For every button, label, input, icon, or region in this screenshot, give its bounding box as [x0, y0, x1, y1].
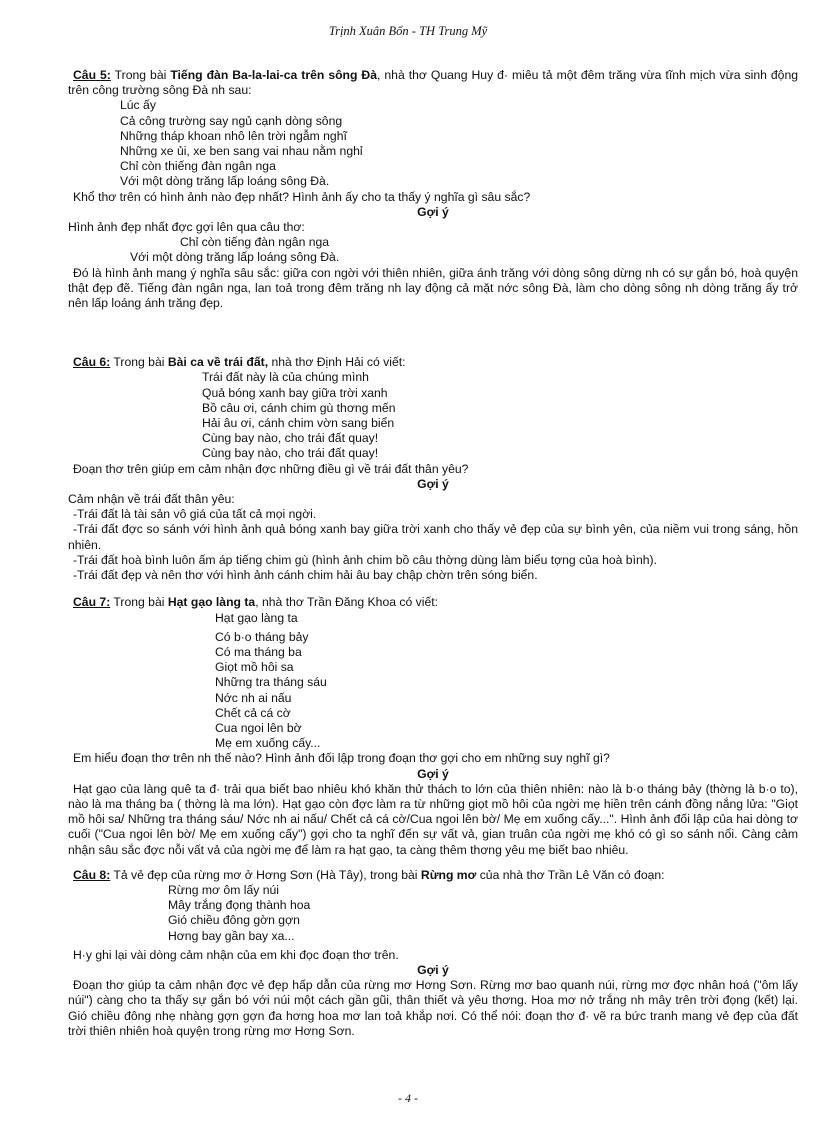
poem-line: Cùng bay nào, cho trái đất quay! [202, 446, 379, 461]
poem-line: Có ma tháng ba [215, 644, 302, 659]
hint-heading: Gợi ý [417, 962, 449, 977]
hint-heading: Gợi ý [417, 476, 449, 491]
question-text: , nhà thơ Trần Đăng Khoa có viết: [255, 595, 438, 610]
answer-text: Đoạn thơ giúp ta cảm nhận đợc vẻ đẹp hấp dẫn của rừng mơ Hơng Sơn. Rừng mơ bao quanh núi, rừng mơ đợc nhân hoá ("ôm lấy núi") càng cho ta thấy sự gắn bó với núi một cách gần gũi, thân thiết và yêu thơng. Hoa mơ nở trắng nh mây trên trời đọng (kết) lại. Gió chiều đông nhẹ nhàng gợn gợn đa hơng hoa mơ lan toả khắp nơi. Có thể nói: đoạn thơ đ· vẽ ra bức tranh mang vẻ đẹp của đất trời thiên nhiên hoà quyện trong rừng mơ Hơng Sơn. [68, 978, 798, 1038]
hint-heading: Gợi ý [417, 766, 449, 781]
poem-line: Mẹ em xuống cấy... [215, 736, 321, 751]
question-label: Câu 6: [73, 355, 111, 370]
poem-title: Tiếng đàn Ba-la-lai-ca trên sông Đà [170, 68, 378, 82]
poem-line: Hơng bay gần bay xa... [168, 928, 295, 943]
question-text: Trong bài [110, 355, 168, 370]
answer-text: Hạt gạo của làng quê ta đ· trải qua biết bao nhiêu khó khăn thử thách to lớn của thiên nhiên: nào là b·o tháng bảy (thờng là b·o to), nào là ma tháng ba ( thờng là ma lớn). Hạt gạo còn đợc làm ra từ những giọt mồ hôi của ngời mẹ hiền trên cánh đồng nắng lửa: "Giọt mồ hôi sa/ Những tra tháng sáu/ Nớc nh ai nấu/ Chết cả cá cờ/Cua ngoi lên bờ/ Mẹ em xuống cấy...". Hình ảnh đối lập của hai dòng tơ cuối ("Cua ngoi lên bờ/ Mẹ em xuống cấy") gợi cho ta nghĩ đến sự vất vả, gian truân của ngời mẹ khó có gì so sánh nổi. Càng cảm nhận sâu sắc đợc nỗi vất vả của ngời mẹ để làm ra hạt gạo, ta càng thêm thơng yêu mẹ biết bao nhiêu. [68, 781, 798, 857]
question-label: Câu 5: [73, 68, 111, 82]
answer-text: Cảm nhận về trái đất thân yêu: [68, 492, 235, 507]
poem-line: Hải âu ơi, cánh chim vờn sang biển [202, 416, 395, 431]
poem-line: Giọt mồ hôi sa [215, 660, 294, 675]
poem-line: Có b·o tháng bảy [215, 629, 309, 644]
answer-text: -Trái đất hoà bình luôn ấm áp tiếng chim gù (hình ảnh chim bồ câu thờng dùng làm biểu tợng của hoà bình). [73, 552, 657, 567]
poem-line: Cả công trường say ngủ cạnh dòng sông [120, 113, 343, 128]
poem-excerpt [68, 611, 798, 752]
page-number: - 4 - [398, 1091, 418, 1105]
poem-line: Với một dòng trăng lấp loáng sông Đà. [120, 174, 330, 189]
answer-text: -Trái đất đợc so sánh với hình ảnh quả bóng xanh bay giữa trời xanh cho thấy vẻ đẹp của sự bình yên, của niềm vui trong sáng, hồn nhiên. [68, 522, 798, 552]
question-8 [68, 868, 798, 883]
page-header: Trịnh Xuân Bốn - TH Trung Mỹ [328, 24, 488, 38]
answer-poem [68, 235, 798, 265]
poem-title: Rừng mơ [420, 867, 477, 882]
poem-line: Hạt gạo làng ta [215, 610, 298, 625]
poem-line: Cùng bay nào, cho trái đất quay! [202, 431, 379, 446]
answer-text: -Trái đất là tài sản vô giá của tất cả mọi ngời. [73, 507, 317, 522]
question-text: Tả vẻ đẹp của rừng mơ ở Hơng Sơn (Hà Tây), trong bài [110, 867, 421, 882]
poem-line: Rừng mơ ôm lấy núi [168, 882, 279, 897]
poem-line: Cua ngoi lên bờ [215, 720, 302, 735]
question-prompt: H·y ghi lại vài dòng cảm nhận của em khi đọc đoạn thơ trên. [73, 947, 399, 962]
poem-line: Với một dòng trăng lấp loáng sông Đà. [130, 250, 340, 265]
poem-line: Lúc ấy [120, 98, 156, 113]
question-text: Trong bài [110, 68, 171, 82]
poem-title: Bài ca về trái đất, [167, 355, 269, 370]
poem-line: Gió chiều đông gờn gợn [168, 913, 300, 928]
question-prompt: Em hiểu đoạn thơ trên nh thế nào? Hình ảnh đối lập trong đoạn thơ gợi cho em những suy nghĩ gì? [73, 751, 610, 766]
answer-text: Đó là hình ảnh mang ý nghĩa sâu sắc: giữa con ngời với thiên nhiên, giữa ánh trăng với dòng sông dừng nh có sự gắn bó, hoà quyện thật đẹp đẽ. Tiếng đàn ngân nga, lan toả trong đêm trăng nh lay động cả mặt nớc sông Đà, làm cho dòng sông nh dòng trăng ấy trở nên lấp loáng ánh trăng đẹp. [68, 265, 798, 311]
question-text: Trong bài [110, 595, 168, 610]
poem-line: Nớc nh ai nấu [215, 690, 292, 705]
poem-line: Những tra tháng sáu [215, 675, 327, 690]
poem-line: Bồ câu ơi, cánh chim gù thơng mến [202, 400, 396, 415]
question-5 [68, 68, 798, 98]
poem-line: Chỉ còn thiếng đàn ngân nga [120, 159, 276, 174]
question-text: , nhà thơ Quang Huy đ· miêu tả một đêm trăng vừa tĩnh mịch vừa sinh động trên công trường sông Đà nh sau: [68, 68, 798, 98]
answer-text: -Trái đất đẹp và nên thơ với hình ảnh cánh chim hải âu bay chập chờn trên sóng biển. [73, 568, 538, 583]
question-7 [68, 595, 798, 610]
poem-line: Chết cả cá cờ [215, 705, 291, 720]
question-text: nhà thơ Định Hải có viết: [268, 355, 406, 370]
poem-line: Trái đất này là của chúng mình [202, 370, 369, 385]
question-label: Câu 8: [73, 867, 111, 882]
poem-line: Những xe ủi, xe ben sang vai nhau nằm nghỉ [120, 144, 363, 159]
question-label: Câu 7: [73, 595, 111, 610]
poem-excerpt [68, 883, 798, 944]
hint-heading: Gợi ý [417, 204, 449, 219]
page-content [68, 68, 798, 1039]
poem-excerpt [68, 98, 798, 189]
question-prompt: Khổ thơ trên có hình ảnh nào đẹp nhất? Hình ảnh ấy cho ta thấy ý nghĩa gì sâu sắc? [73, 189, 531, 204]
question-6 [68, 355, 798, 370]
poem-line: Những tháp khoan nhô lên trời ngẫm nghĩ [120, 128, 347, 143]
answer-text: Hình ảnh đẹp nhất đợc gợi lên qua câu thơ: [68, 220, 305, 235]
poem-excerpt [68, 370, 798, 461]
poem-line: Mây trắng đọng thành hoa [168, 898, 311, 913]
question-text: của nhà thơ Trần Lê Văn có đoạn: [476, 867, 665, 882]
question-prompt: Đoạn thơ trên giúp em cảm nhận đợc những điều gì về trái đất thân yêu? [73, 461, 469, 476]
poem-line: Chỉ còn tiếng đàn ngân nga [180, 235, 330, 250]
poem-title: Hạt gạo làng ta [167, 595, 256, 610]
poem-line: Quả bóng xanh bay giữa trời xanh [202, 385, 388, 400]
